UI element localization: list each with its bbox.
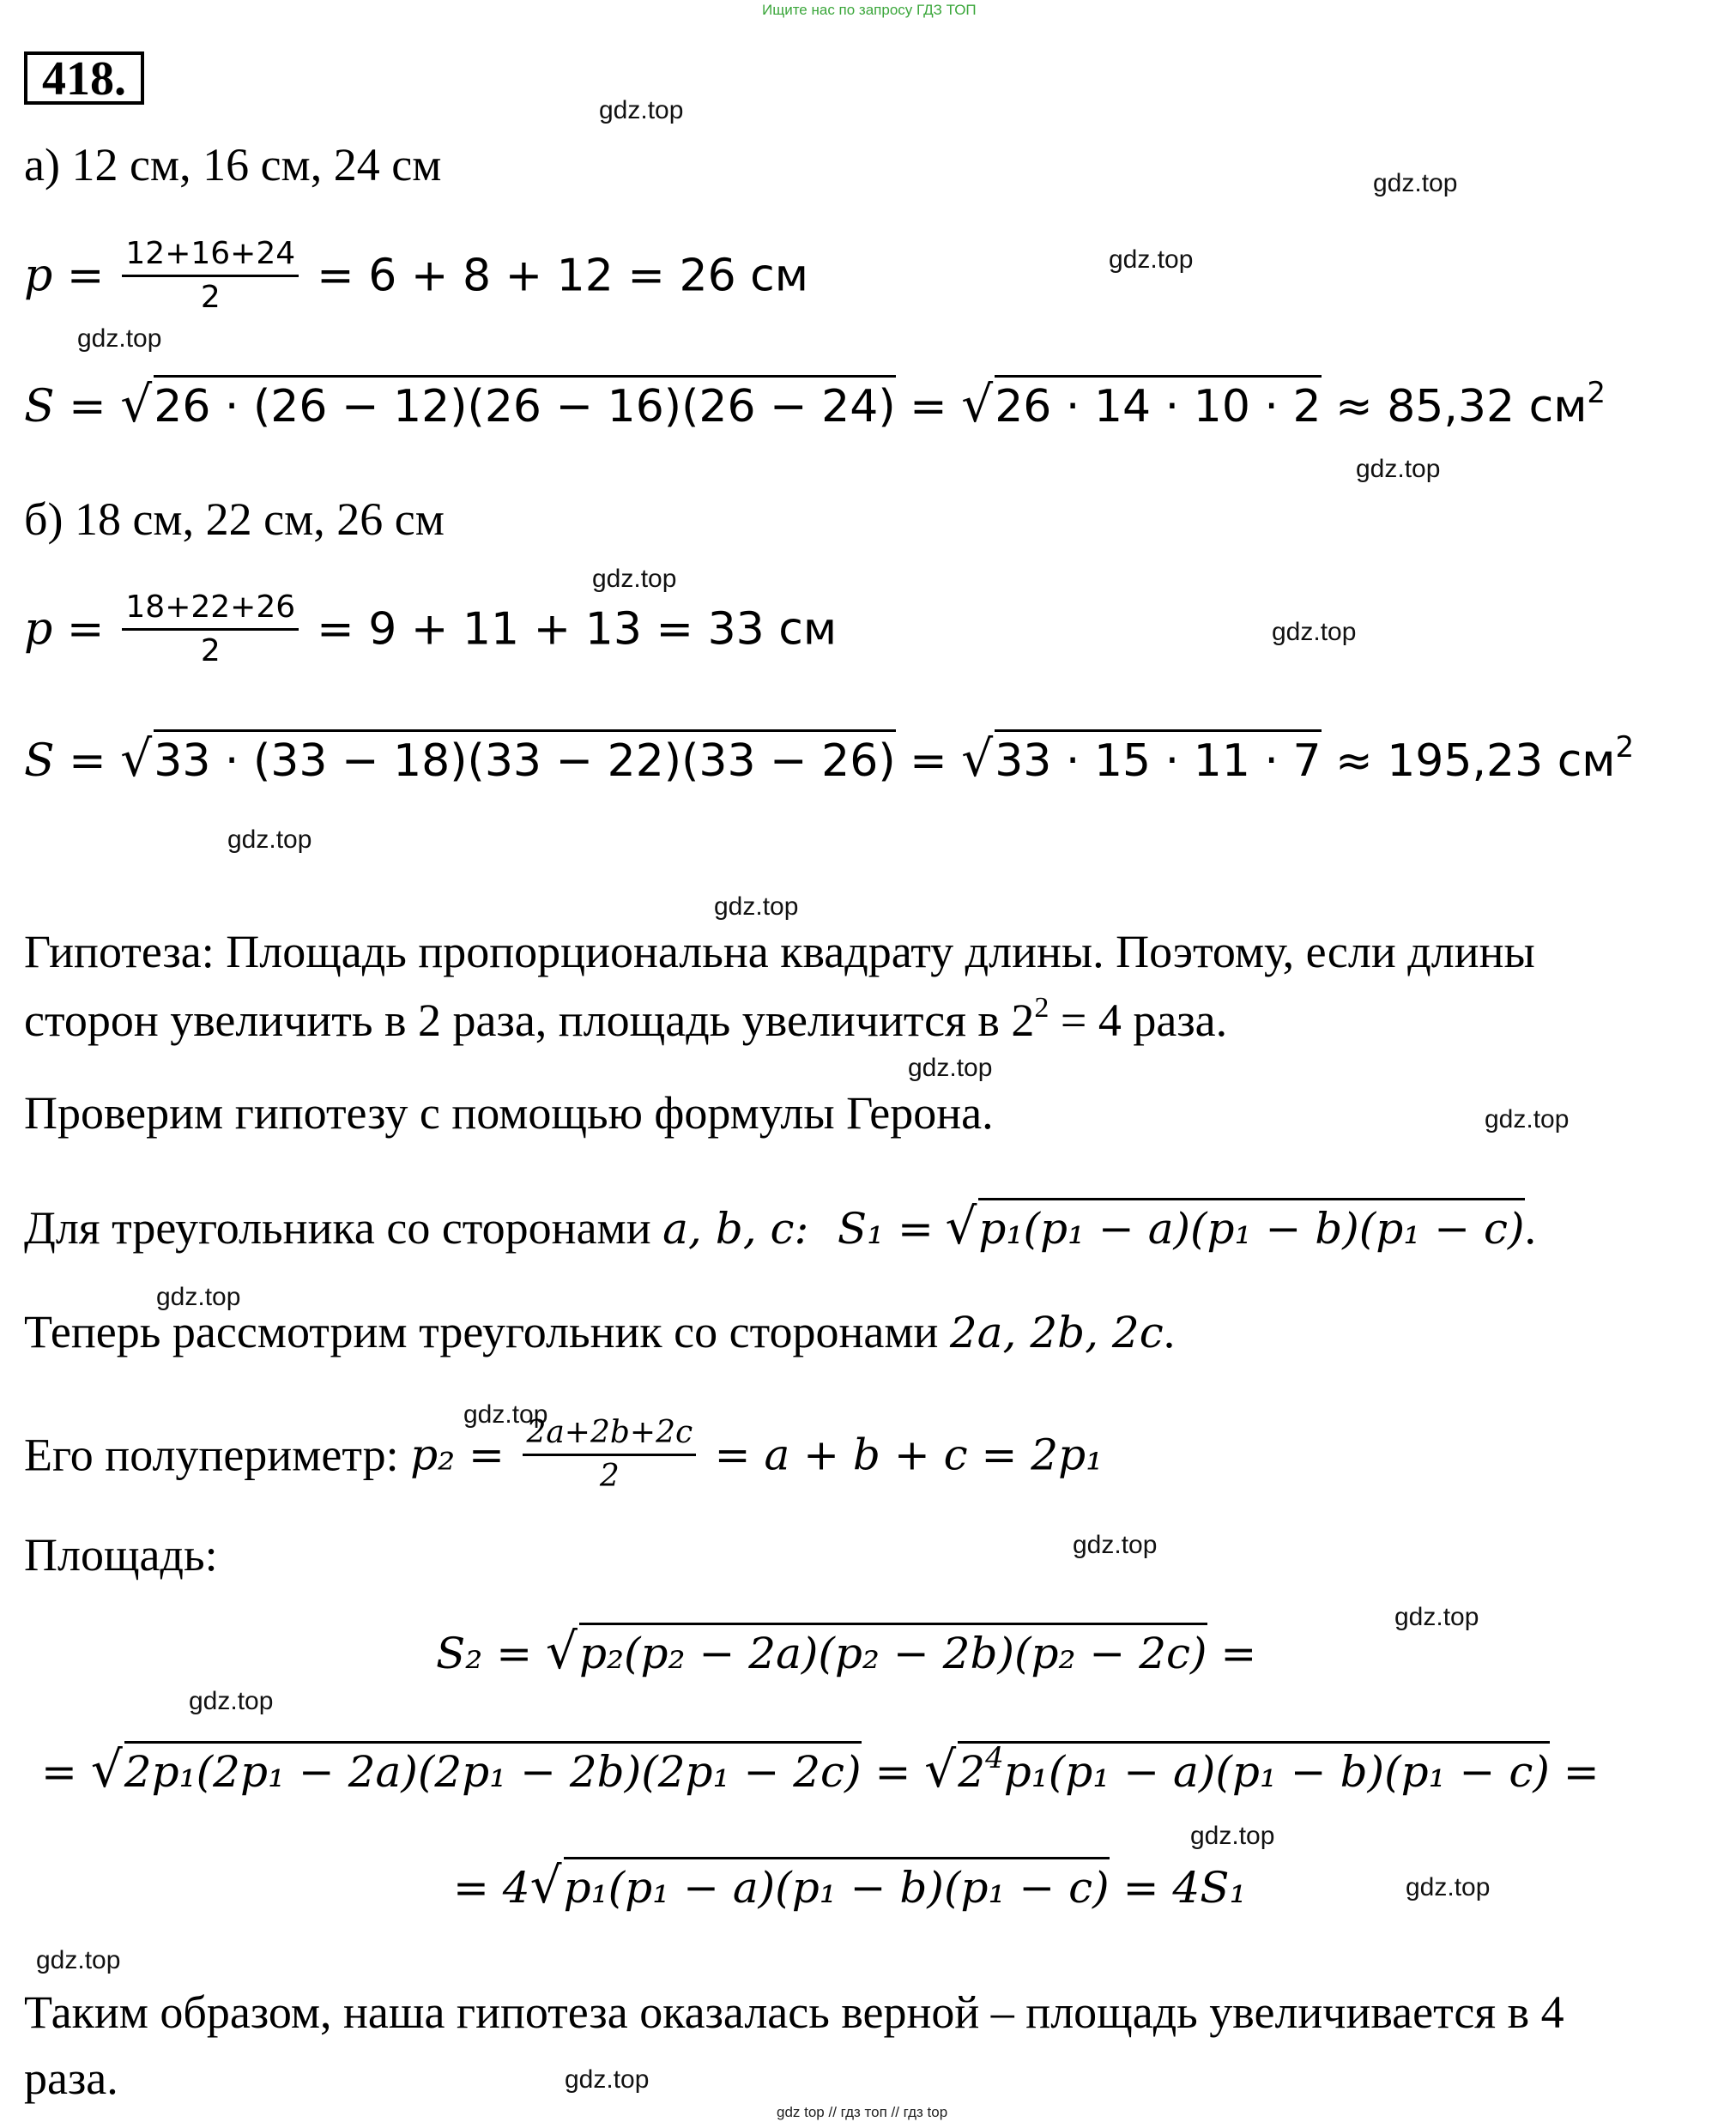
hypothesis-line-2-start: сторон увеличить в 2 раза, площадь увеличится в 2 [24,994,1035,1046]
derivation-line-2-start: = [41,1747,77,1797]
part-a-s-radicand-2: 26 · 14 · 10 · 2 [995,375,1321,432]
part-b-semiperimeter [24,589,838,668]
watermark: gdz.top [1394,1603,1479,1631]
triangle-2-vars: 2a, 2b, 2c [949,1308,1164,1357]
radical-sign: √ [90,1740,123,1799]
watermark: gdz.top [1373,169,1458,197]
derivation-line-2-end: = [1563,1747,1600,1797]
watermark: gdz.top [599,96,684,124]
triangle-1-formula-lhs: S₁ = [837,1204,934,1254]
part-b-s-radicand-2: 33 · 15 · 11 · 7 [995,729,1321,787]
radical-sign: √ [961,729,994,788]
derivation-line-2-mid: = [874,1747,911,1797]
part-b-p-numerator: 18+22+26 [122,592,299,631]
derivation-line-2-rest: p₁(p₁ − a)(p₁ − b)(p₁ − c) [1003,1747,1550,1797]
part-a-p-lhs: p = [24,250,105,302]
derivation-line-2 [41,1740,1600,1799]
semiperimeter-rhs: = a + b + c = 2p₁ [714,1430,1104,1480]
watermark: gdz.top [156,1283,241,1311]
semiperimeter-numerator: 2a+2b+2c [523,1418,696,1456]
part-b-p-fraction [122,589,299,668]
part-b-s-lhs: S = [24,735,106,787]
watermark: gdz.top [592,565,677,593]
part-a-p-rhs: = 6 + 8 + 12 = 26 см [317,250,808,302]
radical-sign: √ [120,729,153,788]
watermark: gdz.top [1272,618,1357,646]
watermark: gdz.top [36,1946,121,1974]
watermark: gdz.top [1073,1531,1158,1559]
triangle-2-line [24,1306,1176,1357]
radical-sign: √ [945,1197,977,1255]
part-a-p-fraction [122,236,299,315]
part-a-s-exponent: 2 [1587,376,1606,410]
part-b-s-result: ≈ 195,23 см [1335,735,1616,787]
part-b-heading [24,493,445,545]
semiperimeter-fraction [523,1415,696,1494]
footer-watermark: gdz top // гдз топ // гдз top [777,2104,948,2120]
part-b-p-lhs: p = [24,603,105,656]
part-b-s-equals: = [910,735,947,787]
semiperimeter-line [24,1415,1104,1494]
part-b-label: б) [24,493,64,545]
radical-sign: √ [924,1740,957,1799]
derivation-line-2-base: 2 [958,1747,986,1797]
radical-sign: √ [961,375,994,433]
triangle-1-formula-radicand: p₁(p₁ − a)(p₁ − b)(p₁ − c) [978,1198,1524,1254]
derivation-line-3-end: = 4S₁ [1122,1863,1247,1913]
check-line: Проверим гипотезу с помощью формулы Герона. [24,1087,994,1139]
watermark: gdz.top [565,2065,650,2094]
semiperimeter-lhs: p₂ = [410,1430,505,1480]
derivation-line-2-radicand-1: 2p₁(2p₁ − 2a)(2p₁ − 2b)(2p₁ − 2c) [124,1741,862,1797]
part-a-s-radicand-1: 26 · (26 − 12)(26 − 16)(26 − 24) [154,375,895,432]
hypothesis-exponent: 2 [1034,992,1049,1024]
watermark: gdz.top [189,1687,274,1715]
derivation-line-2-exponent: 4 [985,1741,1004,1775]
watermark: gdz.top [1356,455,1441,483]
part-a-area [24,375,1606,433]
semiperimeter-denominator: 2 [599,1459,620,1494]
part-a-s-lhs: S = [24,381,106,432]
part-a-s-equals: = [910,381,947,432]
derivation-line-1-end: = [1220,1629,1257,1678]
problem-number: 418. [24,51,144,105]
triangle-1-text: Для треугольника со сторонами [24,1202,663,1254]
part-b-s-radicand-1: 33 · (33 − 18)(33 − 22)(33 − 26) [154,729,895,787]
semiperimeter-text: Его полупериметр: [24,1429,411,1481]
radical-sign: √ [120,375,153,433]
watermark: gdz.top [1406,1873,1491,1901]
part-b-sides: 18 см, 22 см, 26 см [74,493,445,545]
triangle-1-vars: a, b, c: [662,1204,809,1254]
watermark: gdz.top [1190,1822,1275,1850]
part-a-s-result: ≈ 85,32 см [1335,381,1588,432]
part-a-label: а) [24,139,60,190]
derivation-line-2-radicand-2 [958,1741,1550,1797]
hypothesis-line-1: Гипотеза: Площадь пропорциональна квадрату длины. Поэтому, если длины [24,926,1535,977]
watermark: gdz.top [227,825,312,854]
radical-sign: √ [546,1622,578,1680]
derivation-line-1 [436,1622,1257,1680]
derivation-line-3 [453,1856,1247,1914]
derivation-line-3-start: = 4 [453,1863,530,1913]
watermark: gdz.top [1109,245,1194,274]
part-b-area [24,729,1635,788]
derivation-line-3-radicand: p₁(p₁ − a)(p₁ − b)(p₁ − c) [564,1857,1110,1913]
triangle-1-end: . [1524,1202,1537,1254]
hypothesis-line-2 [24,992,1228,1046]
watermark: gdz.top [908,1054,993,1082]
part-b-s-exponent: 2 [1615,730,1635,765]
derivation-line-1-radicand: p₂(p₂ − 2a)(p₂ − 2b)(p₂ − 2c) [579,1623,1207,1678]
top-banner: Ищите нас по запросу ГДЗ ТОП [762,2,977,18]
part-a-sides: 12 см, 16 см, 24 см [71,139,442,190]
part-a-heading [24,139,442,190]
triangle-2-end: . [1163,1306,1176,1357]
conclusion-line-1: Таким образом, наша гипотеза оказалась верной – площадь увеличивается в 4 [24,1986,1564,2038]
area-label: Площадь: [24,1529,218,1581]
triangle-2-text: Теперь рассмотрим треугольник со сторонами [24,1306,950,1357]
part-b-p-rhs: = 9 + 11 + 13 = 33 см [317,603,838,656]
conclusion-line-2: раза. [24,2052,118,2104]
watermark: gdz.top [1485,1105,1570,1134]
part-a-p-numerator: 12+16+24 [122,239,299,277]
part-a-semiperimeter [24,236,808,315]
watermark: gdz.top [77,324,162,353]
part-b-p-denominator: 2 [200,633,221,668]
radical-sign: √ [529,1856,562,1914]
part-a-p-denominator: 2 [200,280,221,315]
watermark: gdz.top [463,1400,548,1429]
hypothesis-line-2-end: = 4 раза. [1049,994,1228,1046]
derivation-line-1-lhs: S₂ = [436,1629,533,1678]
watermark: gdz.top [714,892,799,921]
triangle-1-line [24,1197,1537,1255]
